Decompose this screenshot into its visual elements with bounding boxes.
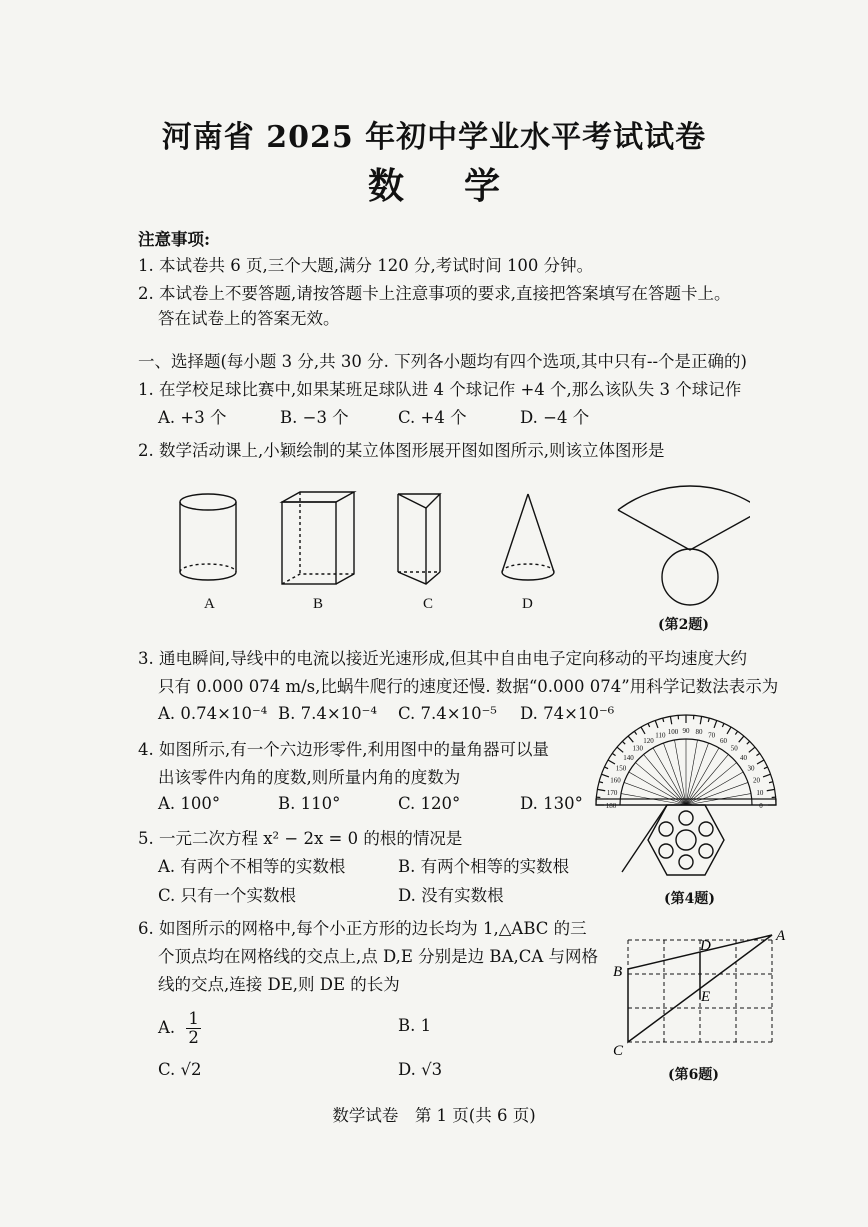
q6-option-b: B. 1 <box>398 1016 432 1035</box>
q1-option-b: B. −3 个 <box>280 408 349 427</box>
q5-option-b: B. 有两个相等的实数根 <box>398 857 570 876</box>
q3-option-a: A. 0.74×10⁻⁴ <box>158 704 268 723</box>
protractor-tick-label: 180 <box>605 802 617 810</box>
point-d-label: D <box>700 938 711 954</box>
protractor-tick <box>747 741 750 744</box>
protractor-tick-label: 70 <box>708 731 716 740</box>
cone-net-figure <box>618 486 750 605</box>
protractor-tick-label: 20 <box>752 776 760 785</box>
protractor-tick-label: 50 <box>730 744 738 753</box>
question-3-stem-1: 3. 通电瞬间,导线中的电流以接近光速形成,但其中自由电子定向移动的平均速度大约 <box>138 649 747 668</box>
point-b-label: B <box>613 964 623 980</box>
protractor-tick <box>756 753 759 755</box>
q6-option-c: C. √2 <box>158 1060 202 1079</box>
protractor-tick-label: 90 <box>682 727 690 735</box>
protractor-tick <box>739 736 744 742</box>
protractor-tick <box>727 727 731 734</box>
q2-label-a: A <box>204 596 215 612</box>
notice-item-2: 2. 本试卷上不要答题,请按答题卡上注意事项的要求,直接把答案填写在答题卡上。 <box>138 284 731 303</box>
protractor-tick-label: 130 <box>632 744 644 753</box>
cone-figure <box>502 494 554 580</box>
q6-option-a <box>158 1010 201 1047</box>
notice-heading: 注意事项: <box>138 230 211 249</box>
q1-option-c: C. +4 个 <box>398 408 467 427</box>
protractor-tick <box>617 747 623 752</box>
protractor-tick <box>622 741 625 744</box>
hexagon-part-figure <box>622 805 724 875</box>
protractor-tick <box>604 767 608 769</box>
question-1-stem: 1. 在学校足球比赛中,如果某班足球队进 4 个球记作 +4 个,那么该队失 3 个球记作 <box>138 380 742 399</box>
protractor-tick <box>735 731 737 734</box>
point-c-label: C <box>613 1043 624 1059</box>
q4-option-a: A. 100° <box>158 794 221 813</box>
protractor-tick <box>757 760 764 764</box>
q3-option-d: D. 74×10⁻⁶ <box>520 704 615 723</box>
q4-option-d: D. 130° <box>520 794 583 813</box>
question-6-stem-2: 个顶点均在网格线的交点上,点 D,E 分别是边 BA,CA 与网格 <box>158 947 598 966</box>
q3-option-c: C. 7.4×10⁻⁵ <box>398 704 497 723</box>
question-6-stem-3: 线的交点,连接 DE,则 DE 的长为 <box>158 975 400 994</box>
exam-subject: 数学 <box>367 165 560 207</box>
page-footer: 数学试卷 第 1 页(共 6 页) <box>332 1106 536 1125</box>
protractor-tick-label: 40 <box>739 753 747 762</box>
protractor-tick <box>634 731 636 734</box>
protractor-tick <box>714 720 717 728</box>
protractor-tick-label: 100 <box>667 728 679 737</box>
protractor-tick <box>722 723 724 727</box>
protractor-tick <box>708 718 709 722</box>
q6-option-a-denominator: 2 <box>188 1028 199 1048</box>
question-4-stem-1: 4. 如图所示,有一个六边形零件,利用图中的量角器可以量 <box>138 740 549 759</box>
protractor-tick <box>767 789 775 790</box>
q2-caption: (第2题) <box>658 617 709 633</box>
protractor-tick-label: 30 <box>747 764 755 773</box>
q4-option-c: C. 120° <box>398 794 461 813</box>
q4-figure <box>592 712 792 887</box>
q6-option-a-fraction <box>186 1010 201 1047</box>
q1-option-d: D. −4 个 <box>520 408 590 427</box>
cylinder-figure <box>180 494 236 580</box>
q4-caption: (第4题) <box>664 891 715 907</box>
protractor-tick <box>641 727 645 734</box>
q6-caption: (第6题) <box>668 1067 719 1083</box>
notice-item-1: 1. 本试卷共 6 页,三个大题,满分 120 分,考试时间 100 分钟。 <box>138 256 594 275</box>
question-3-stem-2: 只有 0.000 074 m/s,比蜗牛爬行的速度还慢. 数据“0.000 074”用科学记数法表示为 <box>158 677 779 696</box>
protractor-tick <box>608 760 615 764</box>
question-5-stem: 5. 一元二次方程 x² − 2x = 0 的根的情况是 <box>138 829 463 848</box>
protractor-tick <box>700 716 701 724</box>
question-6-stem-1: 6. 如图所示的网格中,每个小正方形的边长均为 1,△ABC 的三 <box>138 919 587 938</box>
protractor-tick <box>763 774 771 777</box>
exam-title: 河南省 2025 年初中学业水平考试试卷 <box>161 120 707 155</box>
question-4-stem-2: 出该零件内角的度数,则所量内角的度数为 <box>158 768 461 787</box>
q2-label-c: C <box>423 596 434 612</box>
protractor-figure <box>596 715 776 810</box>
protractor-tick-label: 120 <box>643 737 654 746</box>
q1-option-a: A. +3 个 <box>158 408 227 427</box>
protractor-tick <box>612 753 615 755</box>
protractor-tick-label: 150 <box>615 764 627 773</box>
protractor-tick <box>663 718 664 722</box>
protractor-tick <box>628 736 633 742</box>
q6-option-d: D. √3 <box>398 1060 443 1079</box>
protractor-tick-label: 170 <box>606 788 618 797</box>
protractor-tick-label: 0 <box>759 802 763 810</box>
protractor-tick <box>769 782 773 783</box>
protractor-tick <box>601 774 609 777</box>
q5-option-d: D. 没有实数根 <box>398 886 504 905</box>
protractor-tick-label: 60 <box>720 737 727 746</box>
q2-label-d: D <box>522 596 533 612</box>
q3-option-b: B. 7.4×10⁻⁴ <box>278 704 377 723</box>
q5-option-c: C. 只有一个实数根 <box>158 886 297 905</box>
q6-grid-figure <box>608 925 798 1060</box>
protractor-tick <box>648 723 650 727</box>
protractor-tick <box>764 767 768 769</box>
protractor-tick-label: 110 <box>655 731 666 740</box>
q2-label-b: B <box>313 596 324 612</box>
triangular-prism-figure <box>398 494 440 584</box>
protractor-tick-label: 80 <box>695 728 703 737</box>
q5-option-a: A. 有两个不相等的实数根 <box>158 857 346 876</box>
protractor-tick <box>749 747 755 752</box>
q6-option-a-numerator: 1 <box>188 1009 199 1028</box>
question-2-stem: 2. 数学活动课上,小颖绘制的某立体图形展开图如图所示,则该立体图形是 <box>138 441 665 460</box>
cuboid-figure <box>282 492 354 584</box>
section-heading: 一、选择题(每小题 3 分,共 30 分. 下列各小题均有四个选项,其中只有--个是正确的) <box>138 352 747 371</box>
protractor-tick <box>599 782 603 783</box>
protractor-tick <box>670 716 671 724</box>
protractor-tick <box>655 720 658 728</box>
q6-option-a-prefix: A. <box>158 1018 176 1038</box>
point-e-label: E <box>701 989 711 1005</box>
protractor-tick <box>597 789 605 790</box>
notice-item-2-cont: 答在试卷上的答案无效。 <box>158 309 340 328</box>
protractor-tick-label: 10 <box>756 788 764 797</box>
q4-option-b: B. 110° <box>278 794 341 813</box>
point-a-label: A <box>776 928 786 944</box>
protractor-tick-label: 160 <box>610 776 621 785</box>
protractor-tick-label: 140 <box>623 753 634 762</box>
